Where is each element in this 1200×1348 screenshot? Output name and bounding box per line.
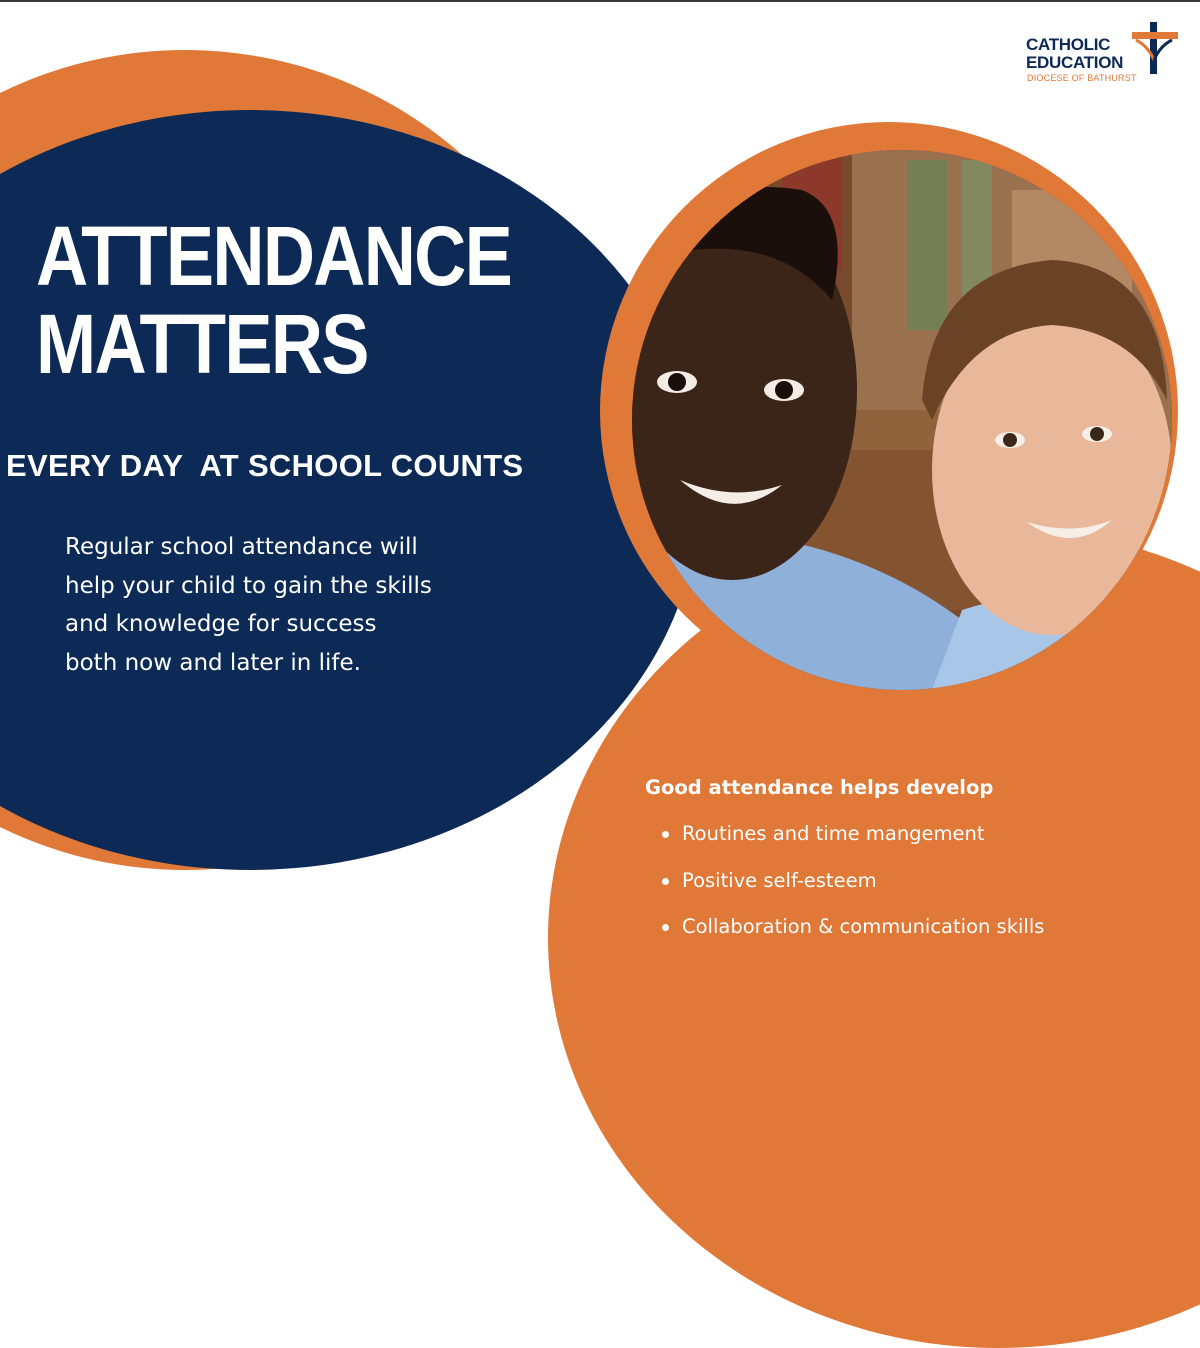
students-photo [632,150,1172,690]
headline [36,209,512,391]
benefit-item-routines: Routines and time mangement [660,818,1044,865]
logo-line-catholic: CATHOLIC [1026,35,1111,54]
benefits-list [660,818,1044,958]
benefit-item-collaboration: Collaboration & communication skills [660,911,1044,958]
subheadline: EVERY DAY AT SCHOOL COUNTS [6,448,524,483]
top-border [0,0,1200,2]
headline-line-2: MATTERS [36,297,368,391]
benefits-title: Good attendance helps develop [645,776,994,799]
logo-line-education: EDUCATION [1026,53,1124,72]
benefit-item-self-esteem: Positive self-esteem [660,865,1044,912]
body-paragraph: Regular school attendance will help your child to gain the skills and knowledge for success both now and later in life. [65,534,432,676]
logo-line-diocese: DIOCESE OF BATHURST [1027,73,1137,83]
headline-line-1: ATTENDANCE [36,209,512,303]
cross-icon [1128,20,1180,76]
catholic-education-logo [1026,20,1186,90]
